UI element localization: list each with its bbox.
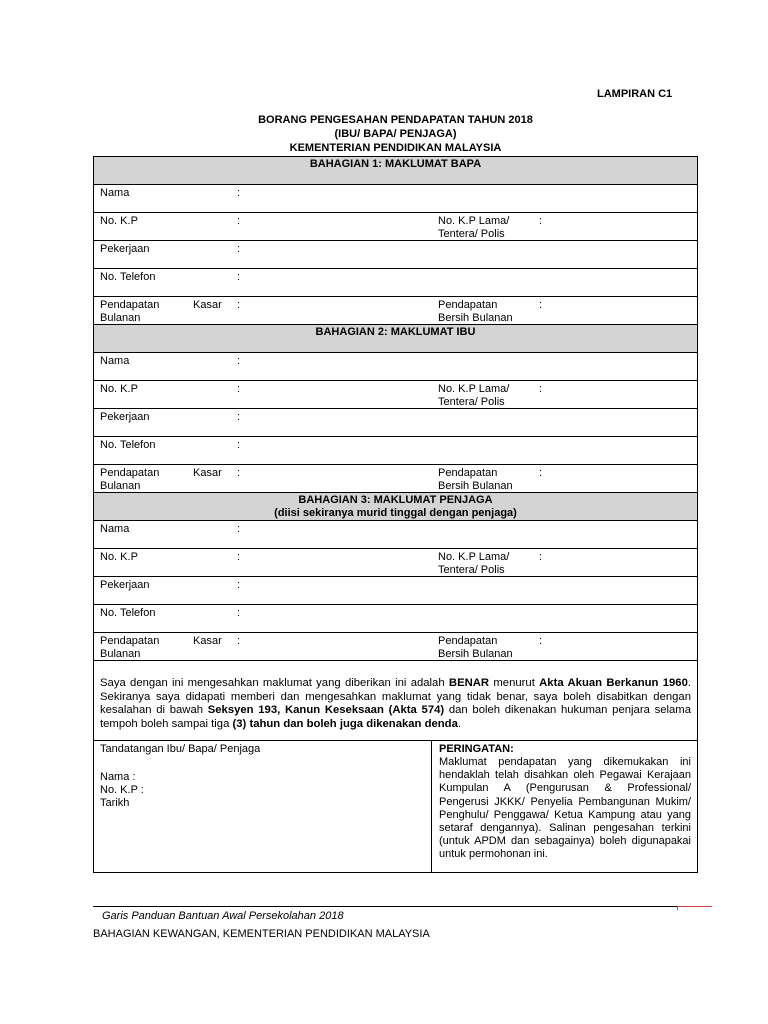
nama-label: Nama	[100, 187, 130, 199]
footer-accent-tick	[677, 906, 678, 910]
tentera-polis-label: Tentera/ Polis	[438, 396, 505, 408]
ibu-nokp-row[interactable]	[94, 381, 697, 409]
form-title: BORANG PENGESAHAN PENDAPATAN TAHUN 2018	[258, 114, 533, 126]
section-bapa-title: BAHAGIAN 1: MAKLUMAT BAPA	[309, 158, 482, 170]
bapa-nokp-row[interactable]	[94, 213, 697, 241]
declaration-part: Saya dengan ini mengesahkan maklumat yang diberikan ini adalah	[100, 677, 449, 689]
colon: :	[237, 607, 241, 619]
signature-nama-label: Nama :	[100, 771, 136, 783]
colon: :	[237, 551, 241, 563]
lampiran-label: LAMPIRAN C1	[597, 88, 673, 100]
colon: :	[237, 411, 241, 423]
signature-tarikh-label: Tarikh	[100, 797, 130, 809]
pekerjaan-label: Pekerjaan	[100, 243, 150, 255]
declaration-part: menurut	[489, 677, 540, 689]
ibu-telefon-row[interactable]	[94, 437, 697, 465]
bapa-telefon-row[interactable]	[94, 269, 697, 297]
pekerjaan-label: Pekerjaan	[100, 579, 150, 591]
colon: :	[237, 467, 241, 479]
tentera-polis-label: Tentera/ Polis	[438, 564, 505, 576]
declaration-bold: Akta Akuan Berkanun 1960	[539, 677, 688, 689]
pendapatan-label: Pendapatan	[100, 299, 160, 311]
pendapatan-bersih-label: Pendapatan	[438, 635, 498, 647]
pendapatan-label: Pendapatan	[100, 467, 160, 479]
pendapatan-bersih-label: Pendapatan	[438, 299, 498, 311]
bersih-bulanan-label: Bersih Bulanan	[438, 312, 513, 324]
bulanan-label: Bulanan	[100, 312, 141, 324]
colon: :	[539, 635, 543, 647]
colon: :	[237, 355, 241, 367]
colon: :	[539, 551, 543, 563]
section-bapa-header	[94, 157, 697, 185]
kasar-label: Kasar	[193, 635, 222, 647]
declaration-text	[94, 661, 697, 741]
penjaga-nama-row[interactable]	[94, 521, 697, 549]
footer-guide-text: Garis Panduan Bantuan Awal Persekolahan 2018	[102, 910, 344, 922]
telefon-label: No. Telefon	[100, 439, 156, 451]
kasar-label: Kasar	[193, 467, 222, 479]
colon: :	[237, 579, 241, 591]
signature-area[interactable]	[94, 741, 432, 872]
nokp-label: No. K.P	[100, 215, 138, 227]
footer-department-text: BAHAGIAN KEWANGAN, KEMENTERIAN PENDIDIKAN MALAYSIA	[93, 928, 430, 940]
colon: :	[539, 299, 543, 311]
nama-label: Nama	[100, 523, 130, 535]
signature-nokp-label: No. K.P :	[100, 784, 144, 796]
ibu-nama-row[interactable]	[94, 353, 697, 381]
nokp-label: No. K.P	[100, 551, 138, 563]
pekerjaan-label: Pekerjaan	[100, 411, 150, 423]
declaration-part: .	[457, 717, 461, 730]
colon: :	[237, 439, 241, 451]
nokp-lama-label: No. K.P Lama/	[438, 551, 510, 563]
colon: :	[539, 215, 543, 227]
section-ibu-title: BAHAGIAN 2: MAKLUMAT IBU	[315, 326, 476, 338]
colon: :	[237, 523, 241, 535]
declaration-part: . Sekiranya saya didapati memberi dan mengesahkan maklumat yang tidak benar, saya boleh disabitkan dengan kesalahan di bawah	[100, 677, 691, 716]
income-form	[93, 156, 698, 873]
ibu-pekerjaan-row[interactable]	[94, 409, 697, 437]
penjaga-pendapatan-row[interactable]	[94, 633, 697, 661]
section-ibu-header	[94, 325, 697, 353]
kasar-label: Kasar	[193, 299, 222, 311]
colon: :	[237, 299, 241, 311]
declaration-bold: BENAR	[448, 677, 490, 689]
form-subtitle: (IBU/ BAPA/ PENJAGA)	[334, 128, 457, 140]
telefon-label: No. Telefon	[100, 271, 156, 283]
pendapatan-bersih-label: Pendapatan	[438, 467, 498, 479]
bapa-pendapatan-row[interactable]	[94, 297, 697, 325]
bapa-nama-row[interactable]	[94, 185, 697, 213]
declaration-bold: (3) tahun dan boleh juga dikenakan denda	[232, 717, 458, 730]
bulanan-label: Bulanan	[100, 480, 141, 492]
pendapatan-label: Pendapatan	[100, 635, 160, 647]
colon: :	[237, 243, 241, 255]
declaration-part: dan boleh dikenakan hukuman penjara selama tempoh boleh sampai tiga	[100, 704, 691, 730]
colon: :	[237, 215, 241, 227]
ministry-title: KEMENTERIAN PENDIDIKAN MALAYSIA	[289, 142, 502, 154]
penjaga-pekerjaan-row[interactable]	[94, 577, 697, 605]
section-penjaga-header	[94, 493, 697, 521]
colon: :	[539, 467, 543, 479]
bersih-bulanan-label: Bersih Bulanan	[438, 648, 513, 660]
colon: :	[237, 383, 241, 395]
penjaga-telefon-row[interactable]	[94, 605, 697, 633]
bulanan-label: Bulanan	[100, 648, 141, 660]
footer-divider	[93, 906, 711, 907]
bersih-bulanan-label: Bersih Bulanan	[438, 480, 513, 492]
nokp-lama-label: No. K.P Lama/	[438, 215, 510, 227]
penjaga-nokp-row[interactable]	[94, 549, 697, 577]
signature-block	[94, 741, 697, 873]
signature-label: Tandatangan Ibu/ Bapa/ Penjaga	[100, 743, 261, 755]
warning-panel	[433, 741, 697, 872]
section-penjaga-note: (diisi sekiranya murid tinggal dengan penjaga)	[274, 507, 517, 519]
colon: :	[539, 383, 543, 395]
nama-label: Nama	[100, 355, 130, 367]
colon: :	[237, 187, 241, 199]
nokp-lama-label: No. K.P Lama/	[438, 383, 510, 395]
tentera-polis-label: Tentera/ Polis	[438, 228, 505, 240]
colon: :	[237, 271, 241, 283]
footer-accent-line	[678, 906, 712, 907]
warning-title: PERINGATAN:	[439, 743, 514, 755]
warning-text: Maklumat pendapatan yang dikemukakan ini hendaklah telah disahkan oleh Pegawai Kerajaan Kumpulan A (Pengurusan & Professional/ Pengerusi JKKK/ Penyelia Pembangunan Mukim/ Penghulu/ Penggawa/ Ketua Kampung atau yang setaraf dengannya). Salinan pengesahan terkini (untuk APDM dan sebagainya) boleh digunapakai untuk permohonan ini.	[439, 756, 691, 861]
section-penjaga-title: BAHAGIAN 3: MAKLUMAT PENJAGA	[298, 494, 493, 506]
nokp-label: No. K.P	[100, 383, 138, 395]
ibu-pendapatan-row[interactable]	[94, 465, 697, 493]
bapa-pekerjaan-row[interactable]	[94, 241, 697, 269]
declaration-bold: Seksyen 193, Kanun Keseksaan (Akta 574)	[207, 704, 445, 716]
telefon-label: No. Telefon	[100, 607, 156, 619]
colon: :	[237, 635, 241, 647]
